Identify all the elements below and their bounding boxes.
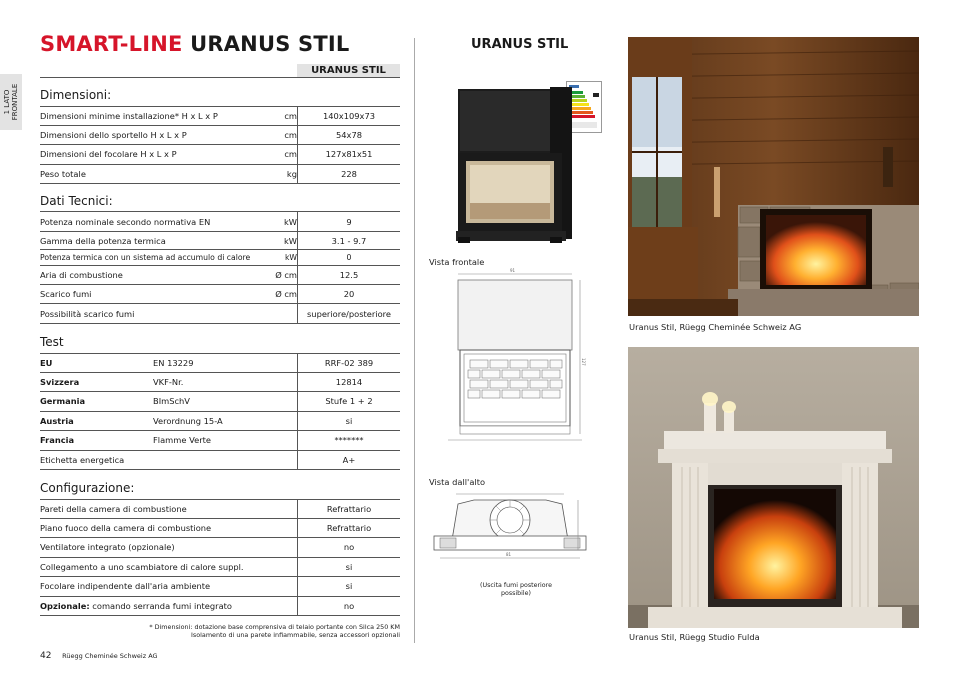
table-row: Austria Verordnung 15-A si xyxy=(40,412,400,432)
table-row: Pareti della camera di combustione Refrattario xyxy=(40,499,400,519)
table-row: Focolare indipendente dall'aria ambiente si xyxy=(40,577,400,597)
marble-photo-image xyxy=(628,347,919,628)
table-row: Francia Flamme Verte ******* xyxy=(40,431,400,451)
table-row: Dimensioni minime installazione* H x L x P cm 140x109x73 xyxy=(40,106,400,126)
page-footer xyxy=(40,651,158,661)
footnote: * Dimensioni: dotazione base comprensiva di telaio portante con Silca 250 KM Isolamento di una parete infiammabile, senza accessori opzionali xyxy=(149,623,400,639)
section-dimensioni: Dimensioni: xyxy=(40,88,112,102)
table-row: EU EN 13229 RRF-02 389 xyxy=(40,353,400,373)
caption-front-view: Vista frontale xyxy=(429,257,485,267)
column-header: URANUS STIL xyxy=(297,64,400,77)
front-view-drawing xyxy=(440,268,588,446)
table-row: Potenza termica con un sistema ad accumulo di calore kW 0 xyxy=(40,250,400,266)
side-tab-label: 1 LATO FRONTALE xyxy=(3,83,19,121)
caption-top-view: Vista dall'alto xyxy=(429,477,486,487)
chalet-photo-image xyxy=(628,37,919,316)
table-row: Etichetta energetica A+ xyxy=(40,451,400,471)
vertical-divider xyxy=(414,38,415,643)
table-row: Svizzera VKF-Nr. 12814 xyxy=(40,373,400,393)
table-row: Potenza nominale secondo normativa EN kW 9 xyxy=(40,211,400,232)
footer-company: Rüegg Cheminée Schweiz AG xyxy=(62,652,158,660)
table-dati-tecnici xyxy=(40,211,400,324)
model-title: URANUS STIL xyxy=(471,37,569,52)
caption-photo-chalet: Uranus Stil, Rüegg Cheminée Schweiz AG xyxy=(629,322,802,332)
table-row: Piano fuoco della camera di combustione Refrattario xyxy=(40,519,400,539)
table-row: Dimensioni dello sportello H x L x P cm 54x78 xyxy=(40,126,400,146)
table-row: Collegamento a uno scambiatore di calore suppl. si xyxy=(40,558,400,578)
table-row: Germania BImSchV Stufe 1 + 2 xyxy=(40,392,400,412)
svg-text:127: 127 xyxy=(581,358,586,366)
section-configurazione: Configurazione: xyxy=(40,481,135,495)
caption-flue-note: (Uscita fumi posteriore possibile) xyxy=(480,582,552,597)
caption-photo-marble: Uranus Stil, Rüegg Studio Fulda xyxy=(629,632,760,642)
table-row: Opzionale: comando serranda fumi integrato no xyxy=(40,597,400,617)
table-row: Dimensioni del focolare H x L x P cm 127x81x51 xyxy=(40,145,400,165)
table-test xyxy=(40,353,400,470)
fireplace-product-image xyxy=(456,85,574,245)
section-dati-tecnici: Dati Tecnici: xyxy=(40,194,113,208)
table-configurazione xyxy=(40,499,400,616)
side-tab xyxy=(0,74,22,130)
table-row: Ventilatore integrato (opzionale) no xyxy=(40,538,400,558)
svg-text:81: 81 xyxy=(506,552,512,557)
svg-text:91: 91 xyxy=(510,268,516,273)
table-row: Possibilità scarico fumi superiore/posteriore xyxy=(40,304,400,324)
table-row: Peso totale kg 228 xyxy=(40,165,400,185)
photo-marble-fireplace xyxy=(628,347,919,628)
page-number: 42 xyxy=(40,651,52,661)
table-row: Aria di combustione Ø cm 12.5 xyxy=(40,266,400,285)
page-title xyxy=(40,32,349,56)
table-dimensioni xyxy=(40,106,400,184)
table-row: Gamma della potenza termica kW 3.1 - 9.7 xyxy=(40,232,400,250)
column-header-rule xyxy=(40,77,400,78)
title-prefix: SMART-LINE xyxy=(40,32,183,56)
table-row: Scarico fumi Ø cm 20 xyxy=(40,285,400,304)
section-test: Test xyxy=(40,335,64,349)
title-model: URANUS STIL xyxy=(190,32,350,56)
photo-chalet-fireplace xyxy=(628,37,919,316)
top-view-drawing xyxy=(430,490,590,582)
